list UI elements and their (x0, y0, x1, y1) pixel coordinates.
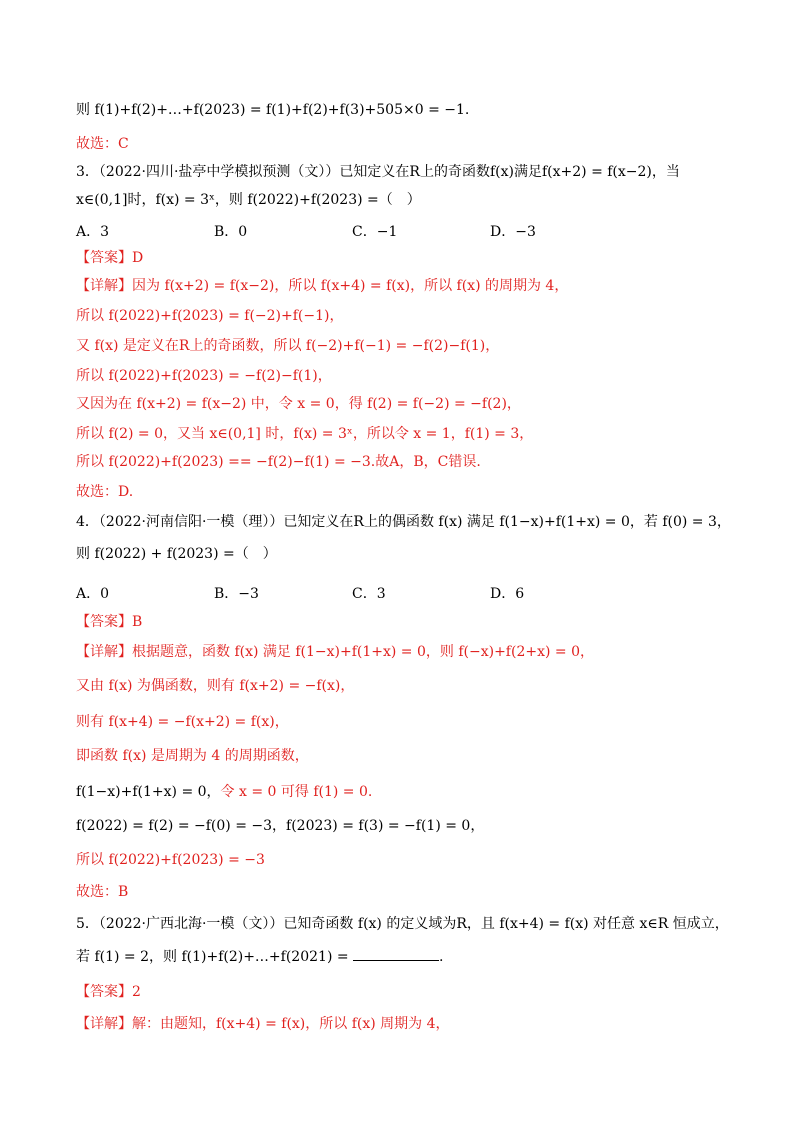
option-b: B．0 (214, 224, 248, 240)
answer-label: 【答案】2 (76, 984, 141, 1000)
option-d: D．−3 (490, 224, 536, 240)
solution-line: 又因为在 f(x+2) = f(x−2) 中，令 x = 0，得 f(2) = f(−2) = −f(2)， (76, 396, 521, 412)
equation: f(2023) = f(3) = −f(1) = 0， (286, 818, 485, 834)
solution-line: 【详解】解：由题知，f(x+4) = f(x)，所以 f(x) 周期为 4， (76, 1016, 450, 1032)
solution-line: 所以 f(2) = 0，又当 x∈(0,1] 时，f(x) = 3ˣ，所以令 x = 1，f(1) = 3， (76, 426, 534, 442)
solution-line (76, 782, 372, 802)
solution-line: 则有 f(x+4) = −f(x+2) = f(x)， (76, 714, 289, 730)
period: . (439, 949, 444, 965)
option-a: A．0 (76, 586, 110, 602)
solution-line: 所以 f(2022)+f(2023) = −f(2)−f(1)， (76, 368, 332, 384)
solution-line: 所以 f(2022)+f(2023) == −f(2)−f(1) = −3.故A，B，C错误. (76, 454, 481, 470)
option-c: C．−1 (352, 224, 398, 240)
question-3-stem: 3．（2022·四川·盐亭中学模拟预测（文））已知定义在R上的奇函数f(x)满足f(x+2) = f(x−2)，当 (76, 164, 680, 180)
question-text: 若 f(1) = 2，则 f(1)+f(2)+…+f(2021) = (76, 949, 349, 965)
solution-line: 【详解】因为 f(x+2) = f(x−2)，所以 f(x+4) = f(x)，所以 f(x) 的周期为 4， (76, 278, 569, 294)
choice-line: 故选：C (76, 136, 129, 152)
option-c: C．3 (352, 586, 386, 602)
solution-line (76, 816, 484, 836)
question-4-stem: 4．（2022·河南信阳·一模（理））已知定义在R上的偶函数 f(x) 满足 f(1−x)+f(1+x) = 0，若 f(0) = 3， (76, 514, 731, 530)
solution-line: 所以 f(2022)+f(2023) = −3 (76, 852, 265, 868)
choice-line: 故选：B (76, 884, 129, 900)
solution-line: 即函数 f(x) 是周期为 4 的周期函数， (76, 748, 309, 764)
question-5-stem-cont (76, 946, 444, 967)
answer-blank (353, 946, 439, 961)
equation: f(1−x)+f(1+x) = 0， (76, 784, 221, 800)
answer-label: 【答案】D (76, 250, 144, 266)
answer-label: 【答案】B (76, 614, 143, 630)
solution-line: 则 f(1)+f(2)+…+f(2023) = f(1)+f(2)+f(3)+505×0 = −1. (76, 102, 470, 118)
solution-line: 又由 f(x) 为偶函数，则有 f(x+2) = −f(x)， (76, 678, 355, 694)
choice-line: 故选：D. (76, 484, 134, 500)
option-b: B．−3 (214, 586, 259, 602)
question-4-stem-cont: 则 f(2022) + f(2023) =（ ） (76, 546, 277, 562)
option-a: A．3 (76, 224, 110, 240)
solution-line: 又 f(x) 是定义在R上的奇函数，所以 f(−2)+f(−1) = −f(2)−f(1)， (76, 338, 500, 354)
equation-note: 令 x = 0 可得 f(1) = 0. (220, 784, 373, 800)
question-5-stem: 5．（2022·广西北海·一模（文））已知奇函数 f(x) 的定义域为R，且 f(x+4) = f(x) 对任意 x∈R 恒成立， (76, 916, 729, 932)
question-3-stem-cont: x∈(0,1]时，f(x) = 3ˣ，则 f(2022)+f(2023) =（ ） (76, 192, 421, 208)
equation: f(2022) = f(2) = −f(0) = −3， (76, 818, 287, 834)
solution-line: 所以 f(2022)+f(2023) = f(−2)+f(−1)， (76, 308, 344, 324)
option-d: D．6 (490, 586, 525, 602)
solution-line: 【详解】根据题意，函数 f(x) 满足 f(1−x)+f(1+x) = 0，则 f(−x)+f(2+x) = 0， (76, 644, 594, 660)
